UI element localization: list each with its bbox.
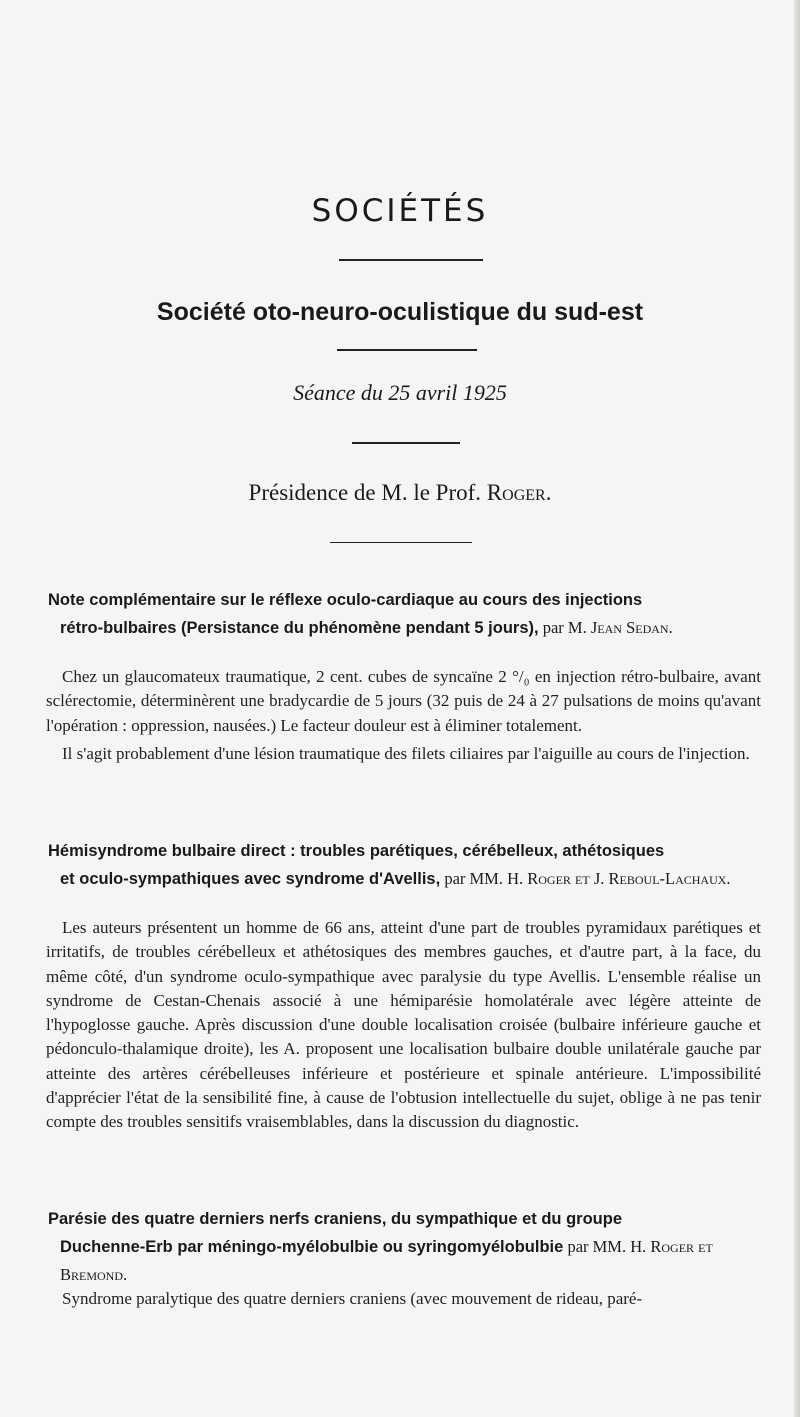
page-title: SOCIÉTÉS	[311, 193, 489, 229]
heading-by: par M.	[538, 618, 591, 637]
divider	[352, 442, 460, 444]
heading-line	[48, 1233, 760, 1289]
article-body	[46, 1287, 761, 1311]
president-name: Roger.	[486, 480, 552, 505]
article-heading	[48, 587, 760, 642]
divider	[339, 259, 483, 261]
heading-line	[48, 614, 760, 642]
paragraph: Syndrome paralytique des quatre derniers craniens (avec mouvement de rideau, paré-	[62, 1289, 643, 1308]
heading-author: Roger et J. Reboul-Lachaux.	[527, 869, 731, 888]
divider	[337, 349, 477, 351]
article-heading	[48, 838, 760, 893]
article-body	[46, 916, 761, 1135]
heading-author: Jean Sedan.	[590, 618, 673, 637]
heading-by: par MM. H.	[563, 1237, 651, 1256]
heading-line: Hémisyndrome bulbaire direct : troubles parétiques, cérébelleux, athétosiques	[48, 842, 665, 860]
paragraph: Il s'agit probablement d'une lésion traumatique des filets ciliaires par l'aiguille au cours de l'injection.	[62, 743, 750, 763]
article-heading	[48, 1206, 760, 1289]
article-body	[46, 665, 761, 766]
heading-by: par MM. H.	[440, 869, 528, 888]
heading-line	[48, 865, 760, 893]
society-name: Société oto-neuro-oculistique du sud-est	[156, 298, 644, 326]
presidency-line	[0, 480, 800, 506]
heading-line: Note complémentaire sur le réflexe oculo-cardiaque au cours des injections	[48, 591, 643, 609]
heading-line: Parésie des quatre derniers nerfs craniens, du sympathique et du groupe	[48, 1210, 623, 1228]
paragraph: Chez un glaucomateux traumatique, 2 cent. cubes de syncaïne 2 °/₀ en injection rétro-bulbaire, avant sclérectomie, déterminèrent une bradycardie de 5 jours (32 puis de 24 à 27 pulsations de moins qu'avant l'opération : oppression, nausées.) Le facteur douleur est à éliminer totalement.	[46, 667, 761, 735]
presidency-text: Présidence de M. le Prof.	[248, 480, 487, 505]
heading-text: rétro-bulbaires (Persistance du phénomène pendant 5 jours),	[60, 619, 539, 637]
paragraph: Les auteurs présentent un homme de 66 ans, atteint d'une part de troubles pyramidaux parétiques et irritatifs, de troubles cérébelleux et athétosiques des membres gauches, et d'autre part, à la face, du même côté, d'un syndrome oculo-sympathique avec paralysie du type Avellis. L'ensemble réalise un syndrome de Cestan-Chenais associé à une hémiparésie homolatérale avec légère atteinte de l'hypoglosse gauche. Après discussion d'une double localisation croisée (bulbaire inférieure gauche et pédonculo-thalamique droite), les A. proposent une localisation bulbaire double unilatérale gauche par atteinte des artères cérébelleuses inférieure et postérieure et spinale antérieure. L'impossibilité d'apprécier l'état de la sensibilité fine, à cause de l'obtusion intellectuelle du sujet, oblige à ne pas tenir compte des troubles sensitifs vraisemblables, dans la discussion du diagnostic.	[46, 918, 761, 1132]
heading-text: Duchenne-Erb par méningo-myélobulbie ou syringomyélobulbie	[60, 1238, 564, 1256]
divider	[330, 542, 472, 543]
heading-text: et oculo-sympathiques avec syndrome d'Avellis,	[60, 870, 441, 888]
heading-author: Roger et Bremond.	[60, 1237, 713, 1284]
session-date: Séance du 25 avril 1925	[293, 380, 507, 405]
